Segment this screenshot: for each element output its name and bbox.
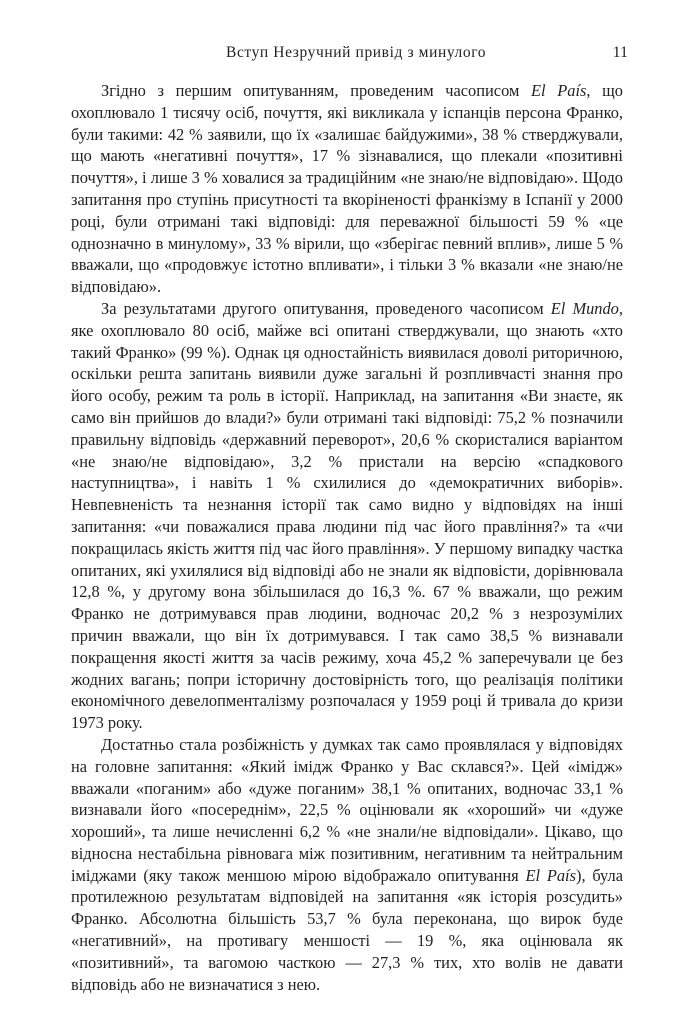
paragraph-1 (71, 80, 623, 298)
publication-title: El País (525, 865, 576, 885)
text-run: За результатами другого опитування, проведеного часописом (101, 298, 551, 318)
page-header (0, 44, 690, 68)
text-run: , що охоплювало 1 тисячу осіб, почуття, які викликала у іспанців персона Франко, були такими: 42 % заявили, що їх «залишає байдужими», 38 % стверджували, що мають «негативні почуття», 17 % зізнавалися, що плекали «позитивні почуття», і лише 3 % ховалися за традиційним «не знаю/не відповідаю». Щодо запитання про ступінь присутності та вкоріненості франкізму в Іспанії у 2000 році, були отримані такі відповіді: для переважної більшості 59 % «це однозначно в минулому», 33 % вірили, що «зберігає певний вплив», лише 5 % вважали, що «продовжує істотно впливати», і тільки 3 % вказали «не знаю/не відповідаю». (71, 81, 623, 297)
body-text (71, 80, 623, 995)
publication-title: El País (531, 81, 587, 100)
text-run: Згідно з першим опитуванням, проведеним часописом (101, 81, 532, 100)
text-run: ), була протилежною результатам відповідей на запитання «як історія розсудить» Франко. Абсолютна більшість 53,7 % була переконана, що вирок буде «негативний», на противагу меншості — 19 %, яка оцінювала як «позитивний», та вагомою часткою — 27,3 % тих, хто волів не давати відповідь або не визначатися з нею. (71, 865, 623, 994)
text-run: , яке охоплювало 80 осіб, майже всі опитані стверджували, що знають «хто такий Франко» (99 %). Однак ця одностайність виявилася доволі риторичною, оскільки решта запитань виявили дуже загальні й розпливчасті знання про його особу, режим та роль в історії. Наприклад, на запитання «Ви знаєте, як само він прийшов до влади?» були отримані такі відповіді: 75,2 % позначили правильну відповідь «державний переворот», 20,6 % скористалися варіантом «не знаю/не відповідаю», 3,2 % пристали на версію «спадкового наступництва», і навіть 1 % схилилися до «демократичних виборів». Невпевненість та незнання історії так само видно у відповідях на інші запитання: «чи поважалися права людини під час його правління?» та «чи покращилась якість життя під час його правління». У першому випадку частка опитаних, які ухилялися від відповіді або не знали як відповісти, дорівнювала 12,8 %, у другому вона збільшилася до 16,3 %. 67 % вважали, що режим Франко не дотримувався прав людини, водночас 20,2 % з незрозумілих причин вважали, що він їх дотримувався. І так само 38,5 % визнавали покращення якості життя за часів режиму, хоча 45,2 % заперечували це без жодних вагань; попри історичну достовірність того, що реалізація політики економічного девелопменталізму розпочалася у 1959 році й тривала до кризи 1973 року. (71, 298, 623, 733)
publication-title: El Mundo (550, 298, 619, 318)
page-number: 11 (612, 44, 628, 61)
running-head: Вступ Незручний привід з минулого (226, 44, 487, 61)
text-run: Достатньо стала розбіжність у думках так само проявлялася у відповідях на головне запитання: «Який імідж Франко у Вас склався?». Цей «імідж» вважали «поганим» або «дуже поганим» 38,1 % опитаних, водночас 33,1 % визнавали його «посереднім», 22,5 % оцінювали як «хороший» чи «дуже хороший», та лише нечисленні 6,2 % «не знали/не відповідали». Цікаво, що відносна нестабільна рівновага між позитивним, негативним та нейтральним іміджами (яку також меншою мірою відображало опитування (71, 734, 623, 885)
paragraph-2 (71, 298, 623, 734)
paragraph-3 (71, 734, 623, 996)
